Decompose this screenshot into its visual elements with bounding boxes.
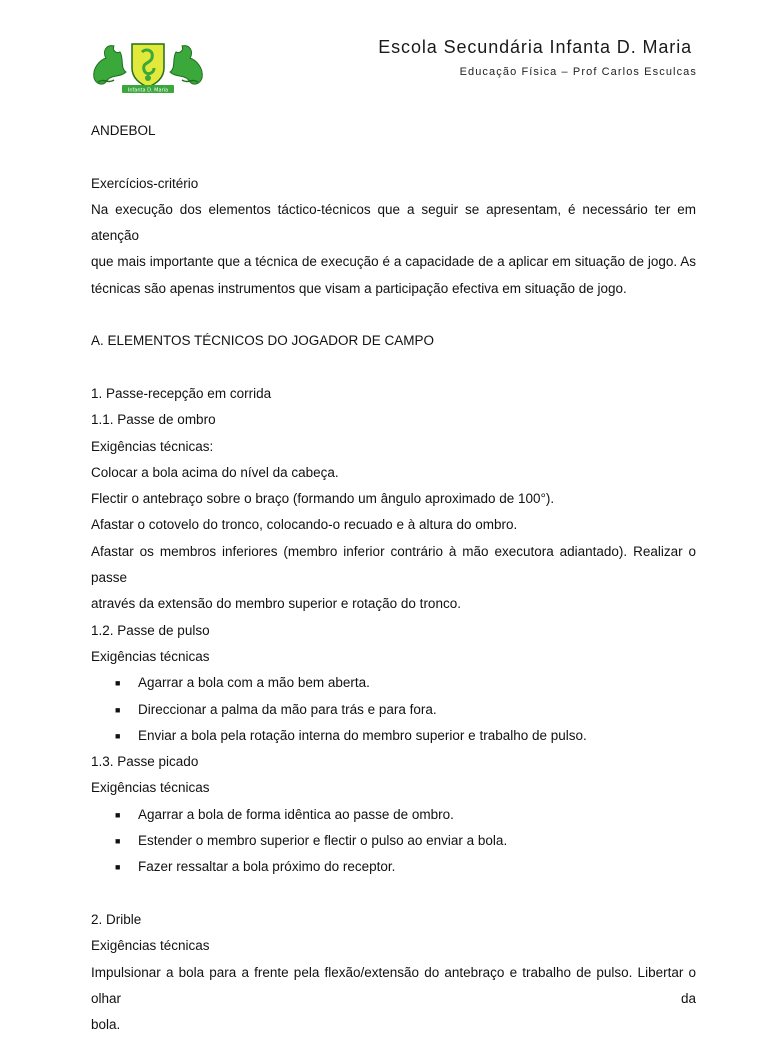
bullet-icon: ■ [115,809,121,820]
document-body [91,118,696,1038]
list-item [91,828,696,854]
requirements-label: Exigências técnicas: [91,438,214,454]
list-item-text: Direccionar a palma da mão para trás e para fora. [138,701,437,717]
school-logo [90,38,206,94]
school-name: Escola Secundária Infanta D. Maria [378,37,692,57]
left-dragon-icon [94,46,126,84]
section-1-2-heading: 1.2. Passe de pulso [91,622,210,638]
section-1-1-heading: 1.1. Passe de ombro [91,412,216,428]
text-line: bola. [91,1017,121,1033]
section-a-heading: A. ELEMENTOS TÉCNICOS DO JOGADOR DE CAMPO [91,333,435,349]
list-item-text: Fazer ressaltar a bola próximo do receptor. [138,859,396,875]
intro-line: Na execução dos elementos táctico-técnicos que a seguir se apresentam, é necessário ter em atenção [91,201,696,244]
list-item [91,670,696,696]
text-line: através da extensão do membro superior e rotação do tronco. [91,596,461,612]
section-1-3-heading: 1.3. Passe picado [91,754,199,770]
list-item-text: Enviar a bola pela rotação interna do membro superior e trabalho de pulso. [138,727,587,743]
requirements-label: Exigências técnicas [91,780,210,796]
list-item [91,802,696,828]
bullet-icon: ■ [115,836,121,847]
bullet-icon: ■ [115,730,121,741]
bullet-icon: ■ [115,704,121,715]
text-line: Flectir o antebraço sobre o braço (formando um ângulo aproximado de 100°). [91,491,555,507]
list-item-text: Estender o membro superior e flectir o pulso ao enviar a bola. [138,833,508,849]
course-subtitle: Educação Física – Prof Carlos Esculcas [459,66,697,78]
document-title: ANDEBOL [91,123,156,138]
text-line: Afastar o cotovelo do tronco, colocando-o recuado e à altura do ombro. [91,517,518,533]
text-line: Afastar os membros inferiores (membro inferior contrário à mão executora adiantado). Realizar o passe [91,543,696,586]
right-dragon-icon [170,46,202,84]
list-item-text: Agarrar a bola com a mão bem aberta. [138,675,370,691]
text-line: Colocar a bola acima do nível da cabeça. [91,464,339,480]
section-2-heading: 2. Drible [91,911,142,927]
list-item-text: Agarrar a bola de forma idêntica ao passe de ombro. [138,806,454,822]
intro-line: técnicas são apenas instrumentos que visam a participação efectiva em situação de jogo. [91,280,627,296]
logo-text: Infanta D. Maria [127,87,169,94]
bullet-icon: ■ [115,678,121,689]
section-1-heading: 1. Passe-recepção em corrida [91,385,272,401]
list-item [91,697,696,723]
requirements-label: Exigências técnicas [91,648,210,664]
criteria-heading: Exercícios-critério [91,175,199,191]
text-line: Impulsionar a bola para a frente pela flexão/extensão do antebraço e trabalho de pulso. Libertar o olhar da [91,964,696,1006]
list-item [91,723,696,749]
list-item [91,854,696,880]
intro-line: que mais importante que a técnica de execução é a capacidade de a aplicar em situação de jogo. As [91,254,696,270]
bullet-list [91,802,696,881]
requirements-label: Exigências técnicas [91,938,210,954]
bullet-icon: ■ [115,862,121,873]
bullet-list [91,670,696,749]
